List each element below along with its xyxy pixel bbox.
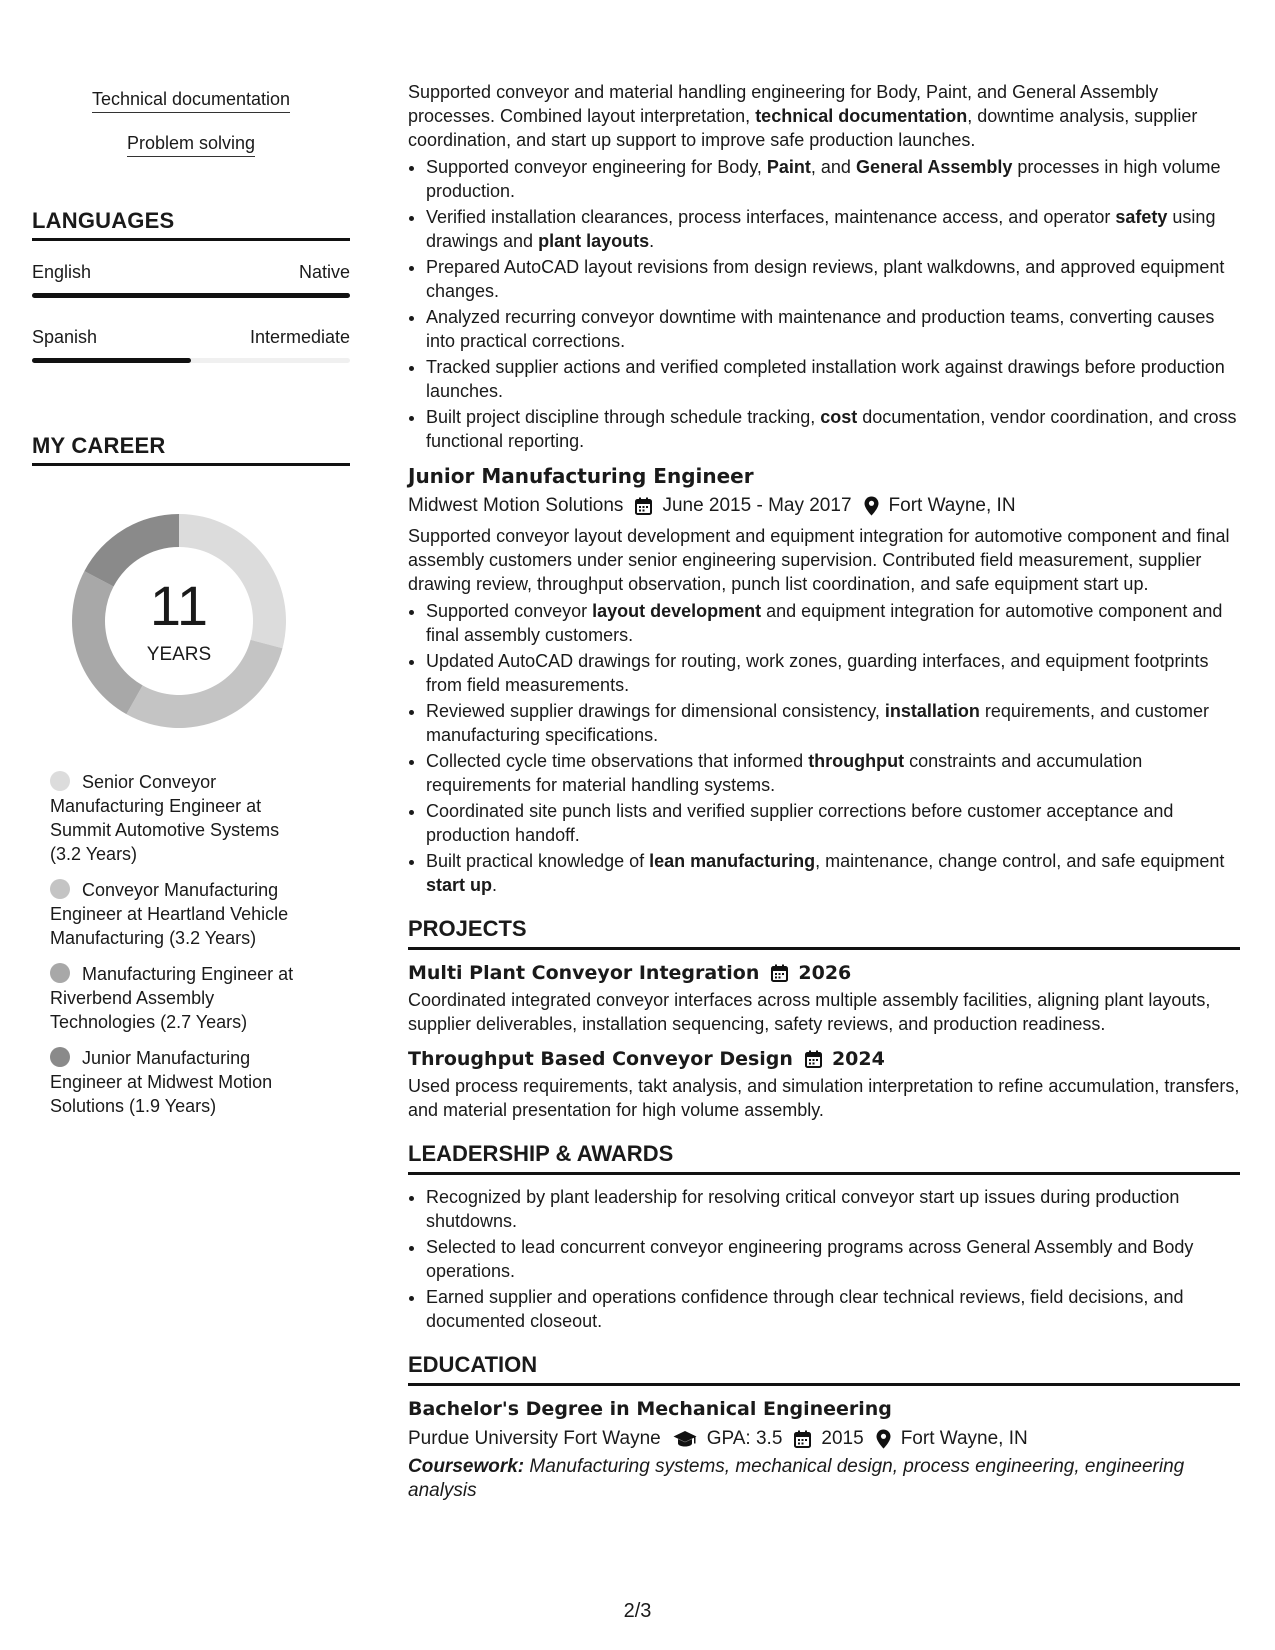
bullet-item: • Collected cycle time observations that informed throughput constraints and accumulation requirements for material handling systems. xyxy=(426,749,1240,797)
career-donut-chart xyxy=(66,508,292,734)
career-total-unit: YEARS xyxy=(146,644,212,665)
language-level: Native xyxy=(298,262,350,282)
education-meta xyxy=(408,1427,1240,1451)
legend-dot xyxy=(50,1047,70,1067)
project-item xyxy=(408,1046,1240,1122)
education-degree: Bachelor's Degree in Mechanical Engineering xyxy=(408,1398,892,1420)
career-heading: MY CAREER xyxy=(32,433,350,466)
education-location: Fort Wayne, IN xyxy=(900,1428,1028,1449)
bullet-item: • Built practical knowledge of lean manufacturing, maintenance, change control, and safe equipment start up. xyxy=(426,849,1240,897)
education-coursework xyxy=(408,1455,1240,1503)
experience-summary: Supported conveyor and material handling engineering for Body, Paint, and General Assembly processes. Combined layout interpretation, technical documentation, downtime analysis, supplier coordination, and start up support to improve safe production launches. xyxy=(408,82,1198,150)
project-title: Throughput Based Conveyor Design xyxy=(408,1048,793,1070)
experience-bullets xyxy=(408,155,1240,453)
bullet-item: • Verified installation clearances, process interfaces, maintenance access, and operator safety using drawings and plant layouts. xyxy=(426,205,1240,253)
bullet-item: • Supported conveyor layout development and equipment integration for automotive component and final assembly customers. xyxy=(426,599,1240,647)
skills-list xyxy=(32,80,350,168)
project-year: 2026 xyxy=(798,962,852,984)
language-name: English xyxy=(32,262,92,282)
project-description: Coordinated integrated conveyor interfaces across multiple assembly facilities, aligning plant layouts, supplier deliverables, installation sequencing, safety reviews, and production readiness. xyxy=(408,990,1211,1034)
bullet-item: • Supported conveyor engineering for Body, Paint, and General Assembly processes in high volume production. xyxy=(426,155,1240,203)
calendar-icon xyxy=(794,1430,811,1448)
bullet-item: • Built project discipline through schedule tracking, cost documentation, vendor coordination, and cross functional reporting. xyxy=(426,405,1240,453)
location-pin-icon xyxy=(876,1429,891,1449)
job-title: Junior Manufacturing Engineer xyxy=(408,464,754,488)
project-title: Multi Plant Conveyor Integration xyxy=(408,962,760,984)
legend-dot xyxy=(50,771,70,791)
job-meta xyxy=(408,494,1240,518)
job-location: Fort Wayne, IN xyxy=(888,495,1016,516)
legend-dot xyxy=(50,963,70,983)
bullet-item: • Prepared AutoCAD layout revisions from design reviews, plant walkdowns, and approved equipment changes. xyxy=(426,255,1240,303)
project-description: Used process requirements, takt analysis, and simulation interpretation to refine accumulation, transfers, and material presentation for high volume assembly. xyxy=(408,1076,1240,1120)
language-name: Spanish xyxy=(32,327,98,347)
coursework-text: Manufacturing systems, mechanical design, process engineering, engineering analysis xyxy=(408,1456,1185,1501)
bullet-item: • Updated AutoCAD drawings for routing, work zones, guarding interfaces, and equipment footprints from field measurements. xyxy=(426,649,1240,697)
career-total-number: 11 xyxy=(149,574,209,637)
career-legend-item xyxy=(50,962,312,1034)
language-bar-fill xyxy=(32,358,191,363)
languages-heading: LANGUAGES xyxy=(32,208,350,241)
language-item xyxy=(32,261,350,298)
career-legend-label: Conveyor Manufacturing Engineer at Heartland Vehicle Manufacturing (3.2 Years) xyxy=(50,880,289,948)
calendar-icon xyxy=(635,497,652,515)
career-legend-item xyxy=(50,1046,312,1118)
job-dates: June 2015 - May 2017 xyxy=(662,495,852,516)
page-number: 2/3 xyxy=(623,1600,652,1622)
language-item xyxy=(32,326,350,363)
skill-tag: Technical documentation xyxy=(92,88,290,113)
projects-heading: PROJECTS xyxy=(408,915,1240,950)
award-item: • Selected to lead concurrent conveyor engineering programs across General Assembly and Body operations. xyxy=(426,1235,1240,1283)
project-year: 2024 xyxy=(831,1048,885,1070)
language-bar xyxy=(32,358,350,363)
career-legend-item xyxy=(50,878,312,950)
location-pin-icon xyxy=(864,496,879,516)
career-legend-item xyxy=(50,770,312,866)
education-heading: EDUCATION xyxy=(408,1351,1240,1386)
calendar-icon xyxy=(771,964,788,982)
calendar-icon xyxy=(805,1050,822,1068)
graduation-cap-icon xyxy=(673,1430,697,1448)
language-level: Intermediate xyxy=(249,327,350,347)
education-school: Purdue University Fort Wayne xyxy=(408,1428,661,1449)
career-legend-label: Junior Manufacturing Engineer at Midwest Motion Solutions (1.9 Years) xyxy=(50,1048,273,1116)
main-content xyxy=(408,80,1240,1503)
language-bar-fill xyxy=(32,293,350,298)
awards-heading: LEADERSHIP & AWARDS xyxy=(408,1140,1240,1175)
job-summary: Supported conveyor layout development and equipment integration for automotive component and final assembly customers under senior engineering supervision. Contributed field measurement, supplier drawing review, throughput observation, punch list coordination, and safe equipment start up. xyxy=(408,526,1230,594)
sidebar xyxy=(32,80,350,1130)
job-bullets xyxy=(408,599,1240,897)
bullet-item: • Reviewed supplier drawings for dimensional consistency, installation requirements, and customer manufacturing specifications. xyxy=(426,699,1240,747)
language-bar xyxy=(32,293,350,298)
bullet-item: • Tracked supplier actions and verified completed installation work against drawings before production launches. xyxy=(426,355,1240,403)
skill-tag: Problem solving xyxy=(127,132,255,157)
bullet-item: • Analyzed recurring conveyor downtime with maintenance and production teams, converting causes into practical corrections. xyxy=(426,305,1240,353)
awards-list xyxy=(408,1185,1240,1333)
award-item: • Earned supplier and operations confidence through clear technical reviews, field decisions, and documented closeout. xyxy=(426,1285,1240,1333)
career-legend xyxy=(50,770,350,1118)
career-legend-label: Manufacturing Engineer at Riverbend Assembly Technologies (2.7 Years) xyxy=(50,964,294,1032)
award-item: • Recognized by plant leadership for resolving critical conveyor start up issues during production shutdowns. xyxy=(426,1185,1240,1233)
education-gpa: GPA: 3.5 xyxy=(706,1428,783,1449)
bullet-item: • Coordinated site punch lists and verified supplier corrections before customer acceptance and production handoff. xyxy=(426,799,1240,847)
coursework-label: Coursework: xyxy=(408,1456,525,1477)
education-year: 2015 xyxy=(821,1428,864,1449)
legend-dot xyxy=(50,879,70,899)
career-legend-label: Senior Conveyor Manufacturing Engineer at Summit Automotive Systems (3.2 Years) xyxy=(50,772,280,864)
job-company: Midwest Motion Solutions xyxy=(408,495,624,516)
project-item xyxy=(408,960,1240,1036)
